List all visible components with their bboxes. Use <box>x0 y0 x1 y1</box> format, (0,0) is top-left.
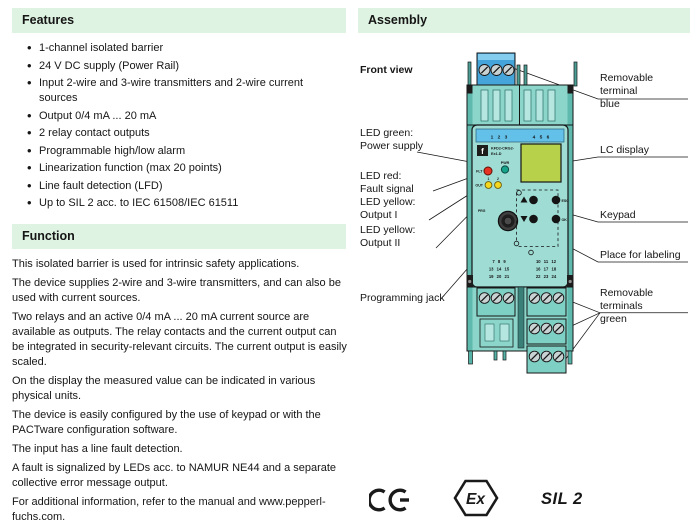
device-front-view-figure <box>355 40 693 460</box>
out-led-label: OUT <box>475 183 483 188</box>
up-button <box>529 196 538 205</box>
terminal-row: 13 14 15 <box>488 266 510 272</box>
function-paragraph: On the display the measured value can be indicated in various physical units. <box>12 375 316 402</box>
terminal-block-right-3 <box>527 346 566 373</box>
function-paragraph: The input has a line fault detection. <box>12 443 183 455</box>
callout-lc-display: LC display <box>600 144 650 156</box>
atex-ex-icon <box>453 478 499 518</box>
output1-led-yellow <box>485 182 492 189</box>
callout-led-yellow-2: LED yellow: Output II <box>360 224 416 249</box>
function-paragraph: For additional information, refer to the manual and www.pepperl-fuchs.com. <box>12 496 326 523</box>
features-title: Features <box>22 13 75 27</box>
function-paragraph: This isolated barrier is used for intrinsic safety applications. <box>12 258 300 270</box>
callout-keypad: Keypad <box>600 209 636 221</box>
ex-label: Ex <box>466 491 485 508</box>
feature-item: • Output 0/4 mA ... 20 mA <box>26 109 340 124</box>
sil2-badge: SIL 2 <box>541 490 583 508</box>
feature-item: • 1-channel isolated barrier <box>26 41 340 56</box>
top-terminal-number-strip <box>476 129 564 142</box>
terminal-block-right-2 <box>527 319 566 344</box>
function-header <box>12 224 346 249</box>
assembly-title: Assembly <box>368 13 428 27</box>
front-view-label: Front view <box>360 64 413 76</box>
function-title: Function <box>22 229 75 243</box>
callout-terminals-green: Removable terminals green <box>600 287 654 325</box>
out2-label: 2 <box>497 177 499 181</box>
function-paragraph: The device is easily configured by the use of keypad or with the PACTware configuration software. <box>12 409 321 436</box>
feature-item: • 24 V DC supply (Power Rail) <box>26 59 340 74</box>
callout-place-labeling: Place for labeling <box>600 249 681 261</box>
terminal-block-right-1 <box>527 288 566 316</box>
callout-led-red: LED red: Fault signal <box>360 170 414 195</box>
flt-led-label: FLT <box>476 169 483 174</box>
esc-button-label: ESC <box>561 198 569 203</box>
terminal-row: 16 17 18 <box>535 266 557 272</box>
down-button <box>529 215 538 224</box>
power-led-green <box>501 166 508 173</box>
terminal-row: 10 11 12 <box>535 259 557 264</box>
ce-mark-icon <box>369 487 413 513</box>
function-paragraph: Two relays and an active 0/4 mA ... 20 mA current source are available as outputs. The relay contacts and the current output can be integrated in security-relevant circuits. The current output is easily scaled. <box>12 311 347 368</box>
function-text <box>12 257 348 527</box>
lc-display <box>521 144 561 182</box>
assembly-header <box>358 8 690 33</box>
removable-terminal-blue-block <box>477 53 515 87</box>
features-list <box>26 41 340 214</box>
feature-item: • 2 relay contact outputs <box>26 126 340 141</box>
feature-item: • Input 2-wire and 3-wire transmitters and 2-wire current sources <box>26 76 340 106</box>
out1-label: 1 <box>487 177 490 181</box>
esc-button <box>552 196 561 205</box>
terminal-row: 22 23 24 <box>535 274 557 279</box>
model-line-1: KFD2-CRG2- <box>491 146 514 151</box>
feature-item: • Linearization function (max 20 points) <box>26 161 340 176</box>
ok-button <box>552 215 561 224</box>
terminal-row: 19 20 21 <box>488 274 510 279</box>
logo-glyph: f <box>481 146 484 156</box>
terminal-row: 7 8 9 <box>492 259 506 264</box>
callout-led-yellow-1: LED yellow: Output I <box>360 196 416 221</box>
feature-item: • Programmable high/low alarm <box>26 144 340 159</box>
features-header <box>12 8 346 33</box>
terminal-numbers-top-right: 4 5 6 <box>532 135 550 141</box>
prg-label: PRG <box>478 209 486 213</box>
function-paragraph: The device supplies 2-wire and 3-wire transmitters, and can also be used with current sources. <box>12 277 341 304</box>
pwr-led-label: PWR <box>500 161 510 165</box>
feature-item: • Line fault detection (LFD) <box>26 179 340 194</box>
terminal-block-left <box>477 288 515 316</box>
callout-programming-jack: Programming jack <box>360 292 445 304</box>
terminal-screws <box>479 65 514 76</box>
ok-button-label: OK <box>561 217 567 222</box>
callout-led-green: LED green: Power supply <box>360 127 424 152</box>
output2-led-yellow <box>495 182 502 189</box>
feature-item: • Up to SIL 2 acc. to IEC 61508/IEC 61511 <box>26 196 340 211</box>
terminal-numbers-top-left: 1 2 3 <box>490 135 508 141</box>
function-paragraph: A fault is signalized by LEDs acc. to NAMUR NE44 and a separate collective error message output. <box>12 462 337 489</box>
fault-led-red <box>484 167 492 175</box>
callout-terminal-blue: Removable terminal blue <box>600 72 654 110</box>
model-line-2: Ex1.D <box>491 152 502 156</box>
housing-top <box>467 85 573 125</box>
